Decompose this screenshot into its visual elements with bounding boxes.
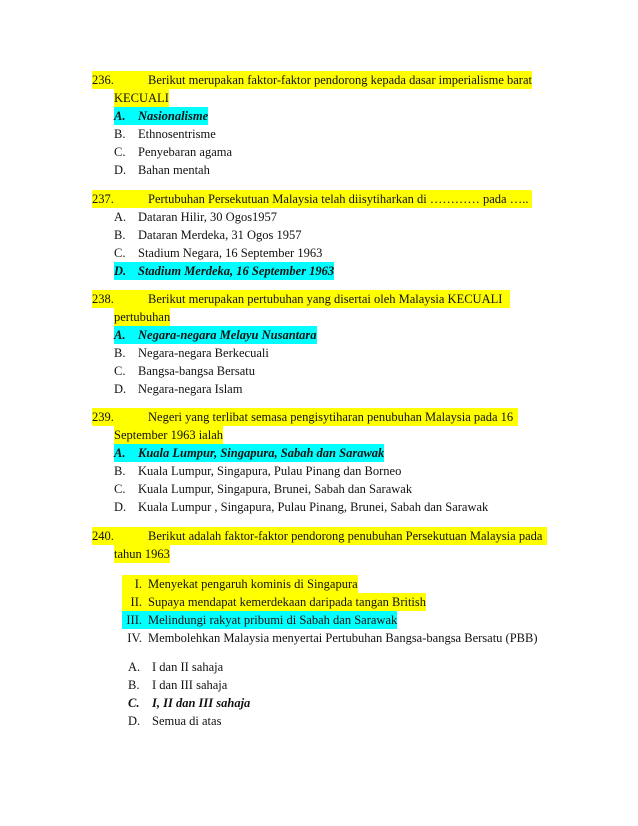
- question-238-line1: [92, 290, 510, 308]
- option-237-a[interactable]: A. Dataran Hilir, 30 Ogos1957: [114, 210, 278, 224]
- question-text: Pertubuhan Persekutuan Malaysia telah diisytiharkan di ………… pada …..: [148, 192, 529, 206]
- question-236-line1: [92, 71, 532, 89]
- option-237-b[interactable]: B. Dataran Merdeka, 31 Ogos 1957: [114, 228, 302, 242]
- statement-240-ii: II. Supaya mendapat kemerdekaan daripada tangan British: [122, 593, 426, 611]
- option-236-b[interactable]: B. Ethnosentrisme: [114, 127, 216, 141]
- option-240-a[interactable]: A. I dan II sahaja: [128, 660, 224, 674]
- question-237-line1: [92, 190, 532, 208]
- question-number: 240.: [92, 529, 114, 543]
- question-number: 237.: [92, 192, 114, 206]
- option-238-c[interactable]: C. Bangsa-bangsa Bersatu: [114, 364, 255, 378]
- option-236-c[interactable]: C. Penyebaran agama: [114, 145, 233, 159]
- option-240-c[interactable]: C. I, II dan III sahaja: [128, 696, 251, 710]
- option-237-d[interactable]: D. Stadium Merdeka, 16 September 1963: [114, 264, 335, 278]
- option-238-d[interactable]: D. Negara-negara Islam: [114, 382, 243, 396]
- question-number: 236.: [92, 73, 114, 87]
- option-236-d[interactable]: D. Bahan mentah: [114, 163, 210, 177]
- question-240-line2: tahun 1963: [114, 547, 170, 561]
- option-240-d[interactable]: D. Semua di atas: [128, 714, 222, 728]
- question-240-line1: [92, 527, 547, 545]
- question-239-line1: [92, 408, 518, 426]
- question-text: Berikut merupakan faktor-faktor pendorong kepada dasar imperialisme barat: [148, 73, 532, 87]
- option-238-b[interactable]: B. Negara-negara Berkecuali: [114, 346, 269, 360]
- question-number: 238.: [92, 292, 114, 306]
- option-239-d[interactable]: D. Kuala Lumpur , Singapura, Pulau Pinang, Brunei, Sabah dan Sarawak: [114, 500, 489, 514]
- option-239-c[interactable]: C. Kuala Lumpur, Singapura, Brunei, Sabah dan Sarawak: [114, 482, 413, 496]
- option-239-a[interactable]: A. Kuala Lumpur, Singapura, Sabah dan Sarawak: [114, 446, 385, 460]
- question-236-line2: KECUALI: [114, 91, 169, 105]
- question-number: 239.: [92, 410, 114, 424]
- option-237-c[interactable]: C. Stadium Negara, 16 September 1963: [114, 246, 323, 260]
- question-239-line2: September 1963 ialah: [114, 428, 223, 442]
- option-240-b[interactable]: B. I dan III sahaja: [128, 678, 228, 692]
- question-text: Berikut merupakan pertubuhan yang disertai oleh Malaysia KECUALI: [148, 292, 503, 306]
- question-text: Negeri yang terlibat semasa pengisytiharan penubuhan Malaysia pada 16: [148, 410, 514, 424]
- option-238-a[interactable]: A. Negara-negara Melayu Nusantara: [114, 328, 317, 342]
- statement-240-iv: IV. Membolehkan Malaysia menyertai Pertubuhan Bangsa-bangsa Bersatu (PBB): [127, 631, 538, 645]
- option-236-a[interactable]: A. Nasionalisme: [114, 109, 209, 123]
- statement-240-i: I. Menyekat pengaruh kominis di Singapura: [122, 575, 358, 593]
- statement-240-iii: III. Melindungi rakyat pribumi di Sabah dan Sarawak: [122, 611, 397, 629]
- question-text: Berikut adalah faktor-faktor pendorong penubuhan Persekutuan Malaysia pada: [148, 529, 543, 543]
- question-238-line2: pertubuhan: [114, 310, 171, 324]
- option-239-b[interactable]: B. Kuala Lumpur, Singapura, Pulau Pinang dan Borneo: [114, 464, 402, 478]
